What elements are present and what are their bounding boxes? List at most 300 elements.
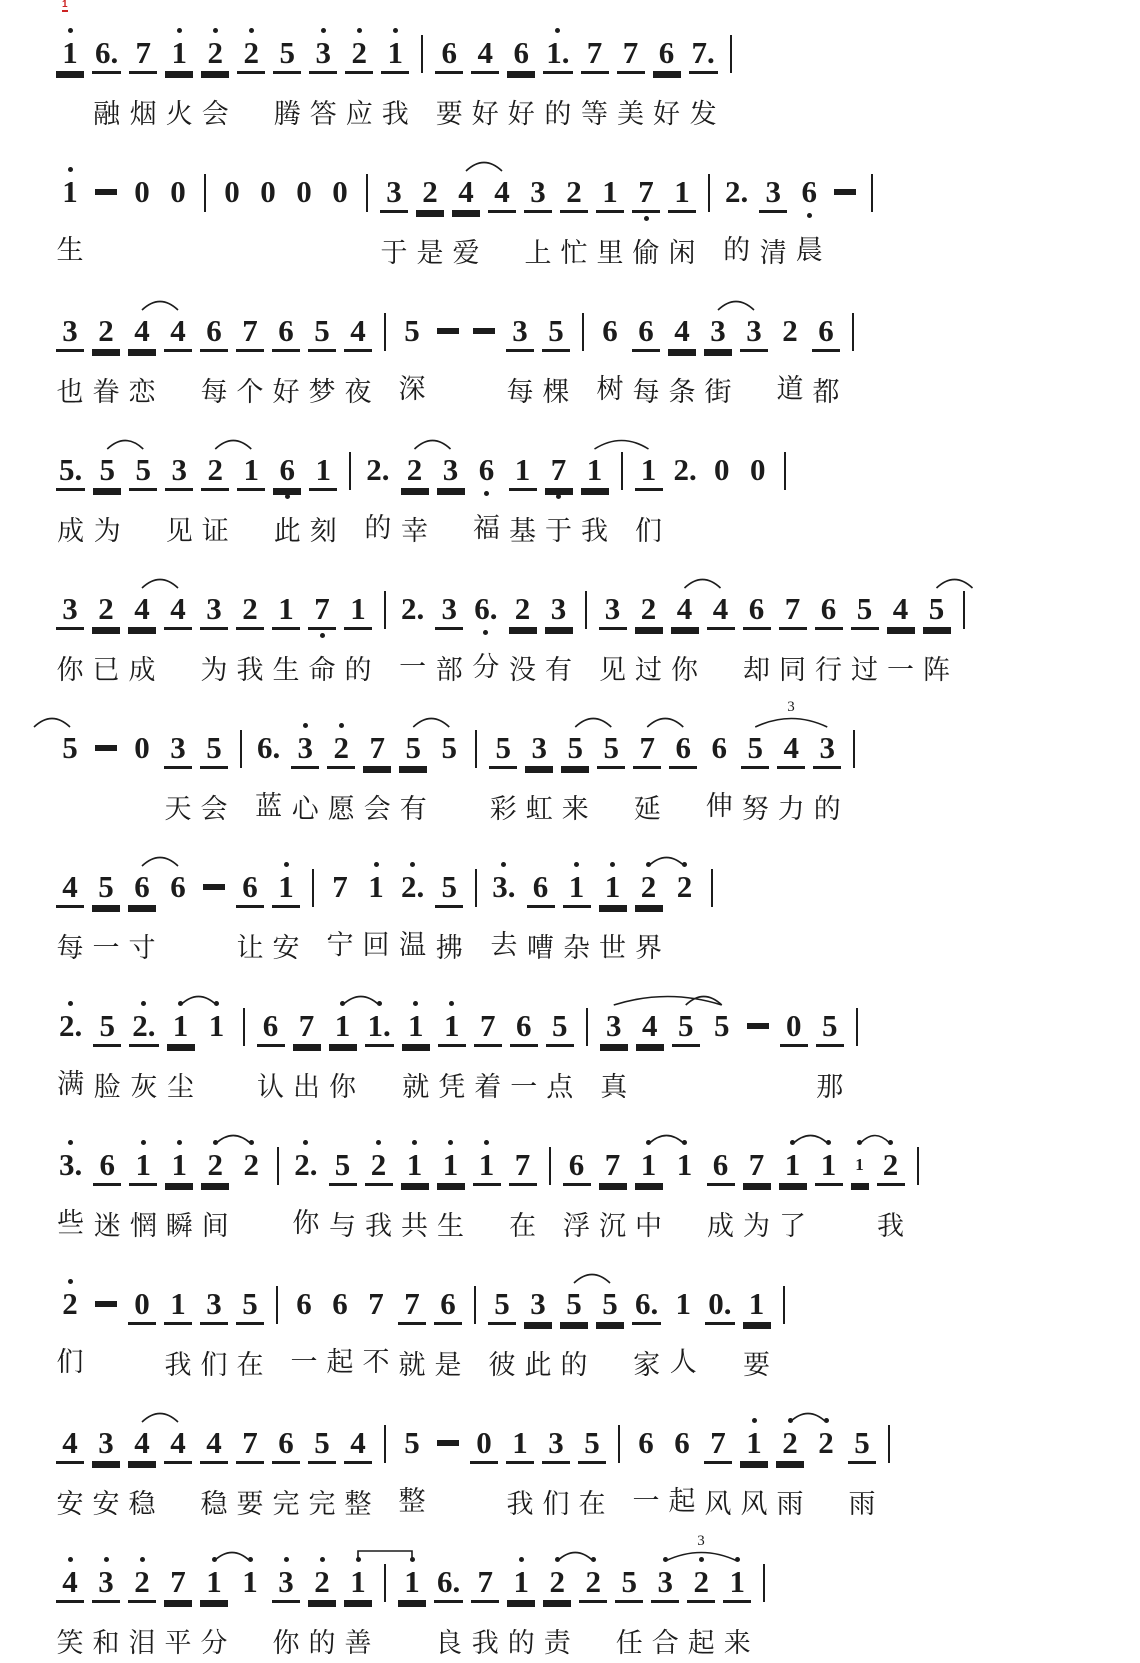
note-token — [273, 437, 301, 549]
note-number: 0 — [134, 174, 150, 209]
note-token — [164, 1271, 192, 1383]
note-number: 6. — [434, 1564, 463, 1603]
note-number: 1 — [402, 1008, 430, 1047]
note-number: 1 — [563, 869, 591, 908]
note-token — [668, 1410, 696, 1519]
barline — [471, 854, 481, 965]
note-number: 1 — [242, 1564, 258, 1599]
lyric: 过 — [851, 655, 878, 685]
tuplet-number: 3 — [787, 699, 795, 715]
note-number: 5 — [741, 730, 769, 769]
note-token — [635, 1132, 663, 1244]
lyric — [274, 1205, 282, 1243]
note-token — [509, 1132, 537, 1244]
lyric: 在 — [236, 1350, 264, 1380]
lyric: 我 — [365, 1211, 392, 1241]
lyric: 证 — [201, 516, 229, 546]
lyric — [790, 1067, 798, 1105]
note-token — [128, 298, 156, 410]
lyric — [716, 1345, 724, 1383]
note-number: 1 — [740, 1425, 768, 1464]
note-number: 2 — [237, 35, 265, 74]
octave-dot-slot-below — [556, 491, 561, 506]
note-number: 5 — [816, 1008, 844, 1047]
note-token — [815, 576, 843, 688]
lyric: 此 — [524, 1350, 552, 1380]
lyric: 生 — [56, 235, 84, 265]
barline — [417, 20, 427, 131]
lyric: 沉 — [599, 1211, 626, 1241]
note-token — [344, 576, 372, 688]
note-token — [164, 1549, 192, 1661]
lyric: 你 — [272, 1628, 300, 1658]
octave-dot-slot-above — [177, 1132, 182, 1147]
octave-dot-slot-above — [393, 20, 398, 35]
note-number: 4 — [56, 1564, 84, 1603]
note-number: 6. — [257, 730, 281, 765]
lyric: 们 — [200, 1350, 228, 1380]
note-number: 1 — [473, 1147, 501, 1186]
note-token — [743, 1271, 771, 1383]
note-number: 5 — [848, 1425, 876, 1464]
lyric — [615, 1483, 623, 1521]
note-token — [164, 715, 192, 827]
lyric — [139, 511, 147, 549]
note-number: 4 — [887, 591, 915, 630]
note-number: 2 — [327, 730, 355, 769]
note-number: 4 — [164, 591, 192, 630]
octave-dot-slot-above — [610, 854, 615, 869]
notation-line — [52, 14, 1110, 132]
note-token — [543, 20, 572, 132]
note-number: 1 — [723, 1564, 751, 1603]
note-number: 6 — [510, 1008, 538, 1047]
note-number: 2 — [92, 591, 120, 630]
octave-dot — [303, 723, 308, 728]
note-number: 2 — [635, 591, 663, 630]
lyric: 良 — [435, 1628, 463, 1658]
note-token — [632, 1271, 661, 1383]
note-number: 1 — [62, 174, 78, 209]
octave-dot-slot-above — [356, 1549, 361, 1564]
note-number: 5 — [62, 730, 78, 765]
note-token — [635, 576, 663, 688]
lyric — [264, 230, 272, 268]
note-number: 3 — [599, 591, 627, 630]
note-token — [435, 854, 463, 966]
lyric: 家 — [633, 1350, 661, 1380]
lyric — [822, 1481, 830, 1519]
notes-and-lyrics-row — [52, 570, 1110, 688]
note-number: 2 — [509, 591, 537, 630]
lyric: 烟 — [129, 99, 157, 129]
lyric: 起 — [668, 1486, 696, 1516]
octave-dot-slot-above — [413, 993, 418, 1008]
note-number: 3 — [435, 591, 463, 630]
barline — [707, 854, 717, 965]
lyric: 好 — [272, 377, 300, 407]
lyric — [705, 232, 713, 270]
lyric: 的 — [560, 1350, 588, 1380]
lyric: 的 — [364, 513, 392, 543]
note-token — [510, 993, 538, 1105]
note-token — [506, 298, 534, 410]
note-token — [200, 1549, 228, 1661]
octave-dot-slot-above — [555, 1549, 560, 1564]
notation-line — [52, 1126, 1110, 1244]
note-number: 3 — [813, 730, 841, 769]
barline — [780, 437, 790, 548]
note-token — [524, 1271, 552, 1383]
note-token — [363, 437, 392, 546]
octave-dot-slot-above — [141, 993, 146, 1008]
note-token — [671, 437, 700, 546]
octave-dot-slot-above — [555, 20, 560, 35]
note-number: 5 — [404, 1425, 420, 1460]
note-number: 1 — [675, 1286, 691, 1321]
note-token — [527, 854, 555, 966]
note-number: 6 — [296, 1286, 312, 1321]
lyric: 幸 — [401, 516, 428, 546]
lyric: 风 — [740, 1489, 768, 1519]
note-token — [581, 437, 609, 549]
note-number: 3 — [56, 591, 84, 630]
note-token — [200, 715, 228, 827]
lyric — [247, 94, 255, 132]
note-token — [344, 298, 372, 410]
barline-mark — [708, 174, 710, 212]
note-number: 4 — [488, 174, 516, 213]
note-token — [236, 298, 264, 410]
note-token — [236, 1271, 264, 1383]
lyric: 里 — [596, 238, 624, 268]
lyric: 完 — [272, 1489, 300, 1519]
barline — [582, 993, 592, 1104]
note-token — [542, 298, 570, 410]
note-token — [617, 20, 645, 132]
note-number: 5 — [597, 730, 625, 769]
note-token — [615, 1549, 643, 1661]
note-number: 2. — [129, 1008, 158, 1047]
lyric — [174, 925, 182, 963]
lyric — [174, 230, 182, 268]
note-number: 2 — [579, 1564, 607, 1603]
note-token — [398, 576, 427, 685]
note-number: 0 — [470, 1425, 498, 1464]
note-number: 7 — [617, 35, 645, 74]
octave-dot — [682, 1140, 687, 1145]
octave-dot — [393, 28, 398, 33]
lyric — [363, 232, 371, 270]
note-number: 5 — [435, 869, 463, 908]
note-token — [435, 715, 463, 824]
note-token — [398, 1271, 426, 1383]
octave-dot-slot-above — [646, 1132, 651, 1147]
note-token — [236, 576, 264, 688]
notation-line — [52, 1404, 1110, 1522]
lyric: 我 — [236, 655, 264, 685]
note-number: 0. — [705, 1286, 734, 1325]
notation-line — [52, 292, 1110, 410]
note-token — [525, 715, 553, 827]
note-token — [326, 854, 354, 963]
lyric: 树 — [596, 374, 624, 404]
notes-and-lyrics-row — [52, 1533, 1110, 1661]
lyric — [102, 1306, 110, 1344]
note-token — [92, 576, 120, 688]
octave-dot — [410, 1557, 415, 1562]
lyric — [102, 194, 110, 232]
note-token — [434, 1549, 463, 1661]
lyric — [472, 788, 480, 826]
octave-dot-slot-above — [357, 20, 362, 35]
note-token — [563, 1132, 591, 1244]
lyric — [885, 1483, 893, 1521]
octave-dot-slot-below — [483, 627, 488, 642]
note-token — [633, 715, 661, 827]
lyric: 间 — [201, 1211, 229, 1241]
note-number: 5 — [546, 1008, 574, 1047]
note-token — [560, 1271, 588, 1383]
note-token — [777, 715, 805, 827]
note-token — [923, 576, 951, 688]
barline-mark — [783, 1286, 785, 1324]
octave-dot — [788, 1418, 793, 1423]
lyric — [174, 650, 182, 688]
lyric: 会 — [363, 794, 391, 824]
note-token — [707, 576, 735, 688]
lyric — [498, 233, 506, 271]
lyric: 彩 — [489, 794, 517, 824]
lyric — [102, 750, 110, 788]
note-number: 2 — [782, 313, 798, 348]
note-number: 7 — [164, 1564, 192, 1603]
note-number: 5 — [399, 730, 427, 769]
lyric: 责 — [543, 1628, 571, 1658]
note-number: 6. — [474, 591, 498, 626]
note-number: 0 — [260, 174, 276, 209]
barline — [380, 298, 390, 409]
note-number: 1 — [272, 591, 300, 630]
lyric: 虹 — [525, 794, 553, 824]
lyric: 美 — [617, 99, 644, 129]
note-token — [380, 159, 408, 271]
lyric: 在 — [509, 1211, 536, 1241]
lyric: 凭 — [438, 1072, 466, 1102]
lyric: 风 — [704, 1489, 732, 1519]
lyric — [247, 1203, 255, 1241]
note-number: 1 — [200, 1564, 228, 1603]
octave-dot — [644, 216, 649, 221]
notation-line — [52, 431, 1110, 549]
barline-mark — [366, 174, 368, 212]
barline-mark — [585, 591, 587, 629]
lyric: 我 — [164, 1350, 192, 1380]
note-token — [273, 20, 301, 132]
lyric: 嘈 — [527, 933, 554, 963]
notation-line — [52, 848, 1110, 966]
octave-dot-slot-above — [484, 1132, 489, 1147]
note-token — [56, 1549, 84, 1661]
note-number: 1. — [543, 35, 572, 74]
lyric — [960, 649, 968, 687]
rest-note — [254, 159, 282, 268]
note-number: 1 — [398, 1564, 426, 1603]
note-token — [434, 1271, 462, 1383]
note-token — [524, 159, 552, 271]
octave-dot — [320, 633, 325, 638]
note-token — [815, 1132, 843, 1244]
lyric — [247, 511, 255, 549]
note-token — [272, 854, 300, 966]
lyric: 整 — [398, 1486, 426, 1516]
note-number: 6 — [674, 1425, 690, 1460]
octave-dot — [555, 28, 560, 33]
note-number: 1 — [329, 1008, 357, 1047]
note-number: 7 — [704, 1425, 732, 1464]
lyric: 脸 — [93, 1072, 121, 1102]
note-number: 6 — [170, 869, 186, 904]
note-token — [489, 854, 518, 963]
barline — [726, 20, 736, 131]
note-number: 3 — [524, 1286, 552, 1325]
notes-and-lyrics-row — [52, 848, 1110, 966]
octave-dot — [140, 1557, 145, 1562]
note-number: 1 — [507, 1564, 535, 1603]
octave-dot — [249, 28, 254, 33]
notation-line — [52, 1265, 1110, 1383]
lyric: 偷 — [632, 238, 660, 268]
note-token — [236, 1549, 264, 1658]
note-number: 6 — [812, 313, 840, 352]
octave-dot-slot-above — [284, 854, 289, 869]
note-number: 1 — [344, 591, 372, 630]
barline-mark — [421, 35, 423, 73]
note-number: 2 — [543, 1564, 571, 1603]
octave-dot — [484, 491, 489, 496]
barline — [380, 1549, 390, 1660]
octave-dot — [104, 1557, 109, 1562]
note-number: 6 — [653, 35, 681, 74]
lyric: 融 — [93, 99, 121, 129]
note-number: 6 — [743, 591, 771, 630]
note-token — [401, 437, 429, 549]
barline — [704, 159, 714, 270]
octave-dot-slot-above — [376, 1132, 381, 1147]
lyric: 阵 — [923, 655, 950, 685]
note-number: 5. — [56, 452, 85, 491]
note-number: 7 — [236, 313, 264, 352]
note-token — [848, 1410, 876, 1522]
score — [52, 14, 1110, 1661]
octave-dot — [68, 1557, 73, 1562]
note-token — [398, 1549, 426, 1661]
octave-dot-slot-above — [410, 1549, 415, 1564]
note-number: 2 — [635, 869, 663, 908]
note-token — [200, 298, 228, 410]
barline-mark — [312, 869, 314, 907]
octave-dot — [501, 862, 506, 867]
lyric: 分 — [200, 1628, 228, 1658]
lyric: 宁 — [326, 930, 354, 960]
lyric: 去 — [490, 930, 518, 960]
lyric: 发 — [689, 99, 717, 129]
barline — [236, 715, 246, 826]
note-number: 6 — [707, 1147, 735, 1186]
note-token — [581, 20, 609, 132]
lyric — [444, 333, 452, 371]
note-token — [128, 1410, 156, 1522]
barline-mark — [763, 1564, 765, 1602]
lyric: 稳 — [128, 1489, 156, 1519]
lyric: 的 — [507, 1628, 535, 1658]
lyric — [682, 1067, 690, 1105]
octave-dot-slot-above — [141, 1132, 146, 1147]
note-number: 1 — [164, 1286, 192, 1325]
lyric: 要 — [236, 1489, 264, 1519]
note-token — [776, 298, 804, 407]
lyric: 安 — [92, 1489, 120, 1519]
note-number: 2. — [401, 591, 425, 626]
lyric: 好 — [507, 99, 535, 129]
note-token — [164, 576, 192, 688]
octave-dot-slot-above — [214, 993, 219, 1008]
note-number: 7 — [545, 452, 573, 491]
lyric — [718, 1064, 726, 1102]
note-number: 5 — [714, 1008, 730, 1043]
lyric: 灰 — [130, 1072, 158, 1102]
dash-extension — [470, 298, 498, 371]
notation-line — [52, 699, 1110, 827]
note-number: 3 — [525, 730, 553, 769]
lyric: 一 — [399, 652, 427, 682]
lyric — [579, 371, 587, 409]
lyric: 火 — [165, 99, 193, 129]
note-token — [164, 1410, 192, 1522]
lyric: 行 — [815, 655, 842, 685]
note-token — [92, 1549, 120, 1661]
note-token — [236, 1410, 264, 1522]
note-token — [632, 159, 660, 271]
lyric: 我 — [877, 1211, 904, 1241]
note-token — [56, 1271, 84, 1380]
note-token — [671, 1132, 699, 1241]
lyric: 于 — [380, 238, 408, 268]
note-token — [128, 854, 156, 966]
octave-dot-slot-above — [790, 1132, 795, 1147]
note-number: 7 — [293, 1008, 321, 1047]
note-token — [578, 1410, 606, 1522]
lyric: 天 — [164, 794, 192, 824]
octave-dot-slot-above — [249, 20, 254, 35]
octave-dot-slot-below — [807, 210, 812, 225]
note-number: 5 — [923, 591, 951, 630]
octave-dot — [888, 1140, 893, 1145]
note-number: 4 — [707, 591, 735, 630]
lyric — [718, 508, 726, 546]
note-number: 5 — [542, 313, 570, 352]
note-token — [653, 20, 681, 132]
barline-mark — [917, 1147, 919, 1185]
lyric: 的 — [308, 1628, 336, 1658]
lyric — [483, 1206, 491, 1244]
lyric — [856, 1206, 864, 1244]
lyric: 会 — [201, 99, 229, 129]
octave-dot — [752, 1418, 757, 1423]
note-token — [704, 298, 732, 410]
note-token — [651, 1549, 679, 1661]
note-token — [128, 576, 156, 688]
